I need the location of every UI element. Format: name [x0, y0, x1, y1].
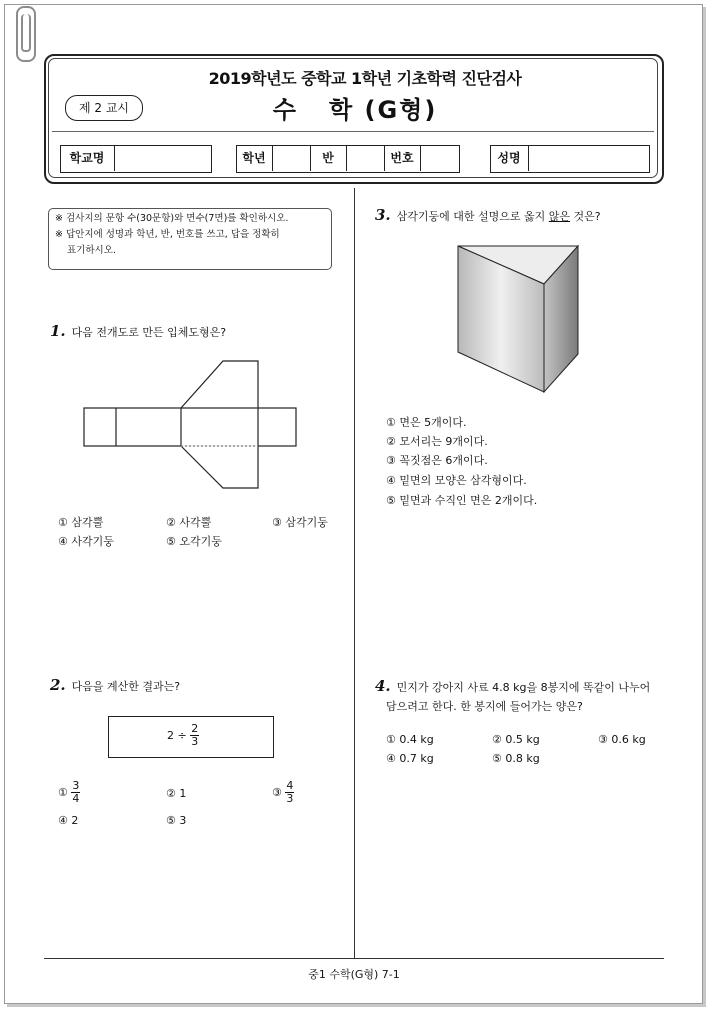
q2-option-5[interactable]: ⑤ 3: [166, 814, 187, 827]
q4-option-2[interactable]: ② 0.5 kg: [492, 733, 540, 746]
q2-option-3-fraction: [285, 780, 294, 805]
q1-option-5[interactable]: ⑤ 오각기둥: [166, 535, 222, 548]
question-1-text: 다음 전개도로 만든 입체도형은?: [71, 326, 227, 339]
question-3: [375, 206, 601, 224]
question-2-number: 2.: [50, 676, 66, 694]
question-3-number: 3.: [375, 206, 391, 224]
q2-option-3[interactable]: [272, 780, 294, 805]
q4-option-3[interactable]: ③ 0.6 kg: [598, 733, 646, 746]
q3-option-5[interactable]: ⑤ 밑면과 수직인 면은 2개이다.: [386, 494, 538, 507]
expression-fraction: [190, 723, 199, 748]
question-4-line-1: 민지가 강아지 사료 4.8 kg을 8봉지에 똑같이 나누어: [396, 681, 651, 694]
question-2-text: 다음을 계산한 결과는?: [71, 680, 181, 693]
q3-option-1[interactable]: ① 면은 5개이다.: [386, 416, 467, 429]
notice-box: [48, 208, 332, 270]
paper-clip-inner: [21, 14, 31, 52]
notice-line-1: ※ 검사지의 문항 수(30문항)와 면수(7면)를 확인하시오.: [55, 213, 289, 224]
question-4: [375, 677, 650, 695]
notice-line-3: 표기하시오.: [67, 245, 116, 256]
grade-label: 학년: [236, 145, 273, 171]
q2-option-4[interactable]: ④ 2: [58, 814, 79, 827]
column-divider: [354, 188, 355, 958]
q3-option-2[interactable]: ② 모서리는 9개이다.: [386, 435, 488, 448]
name-label: 성명: [490, 145, 529, 171]
q2-option-2[interactable]: ② 1: [166, 787, 187, 800]
page-footer: 중1 수학(G형) 7-1: [308, 968, 400, 981]
q1-option-3[interactable]: ③ 삼각기둥: [272, 516, 328, 529]
question-3-text-after: 것은?: [570, 210, 601, 223]
q2-option-1-prefix: ①: [58, 786, 68, 799]
q1-option-4[interactable]: ④ 사각기둥: [58, 535, 114, 548]
question-1: [50, 322, 226, 340]
expression-left: 2 ÷: [167, 729, 187, 742]
q2-option-3-num: 4: [286, 779, 294, 792]
question-4-number: 4.: [375, 677, 391, 695]
q4-option-5[interactable]: ⑤ 0.8 kg: [492, 752, 540, 765]
triangular-prism-diagram: [452, 240, 584, 396]
q2-option-1-fraction: [71, 780, 80, 805]
exam-title: 2019학년도 중학교 1학년 기초학력 진단검사: [208, 69, 522, 88]
question-2: [50, 676, 180, 694]
expression-den: 3: [191, 735, 199, 748]
net-diagram: [80, 355, 304, 495]
school-label: 학교명: [60, 145, 115, 171]
q1-option-2[interactable]: ② 사각뿔: [166, 516, 212, 529]
question-1-number: 1.: [50, 322, 66, 340]
q3-option-4[interactable]: ④ 밑면의 모양은 삼각형이다.: [386, 474, 527, 487]
q2-option-1-num: 3: [72, 779, 80, 792]
subject-title: 수 학 (G형): [272, 96, 438, 124]
expression: [167, 723, 199, 748]
number-label: 번호: [384, 145, 421, 171]
expression-box: [108, 716, 274, 758]
q4-option-4[interactable]: ④ 0.7 kg: [386, 752, 434, 765]
question-3-text-underlined: 않은: [548, 210, 571, 223]
q1-option-1[interactable]: ① 삼각뿔: [58, 516, 104, 529]
q2-option-1-den: 4: [72, 792, 80, 805]
question-4-line-2: 담으려고 한다. 한 봉지에 들어가는 양은?: [386, 700, 583, 713]
q2-option-3-den: 3: [286, 792, 294, 805]
q2-option-3-prefix: ③: [272, 786, 282, 799]
q2-option-1[interactable]: [58, 780, 80, 805]
q3-option-3[interactable]: ③ 꼭짓점은 6개이다.: [386, 454, 488, 467]
q4-option-1[interactable]: ① 0.4 kg: [386, 733, 434, 746]
notice-line-2: ※ 답안지에 성명과 학년, 반, 번호를 쓰고, 답을 정확히: [55, 229, 280, 240]
expression-num: 2: [191, 722, 199, 735]
session-badge: 제 2 교시: [65, 95, 143, 121]
header-divider: [52, 131, 654, 132]
class-label: 반: [310, 145, 347, 171]
footer-line: [44, 958, 664, 959]
question-3-text-before: 삼각기둥에 대한 설명으로 옳지: [396, 210, 549, 223]
